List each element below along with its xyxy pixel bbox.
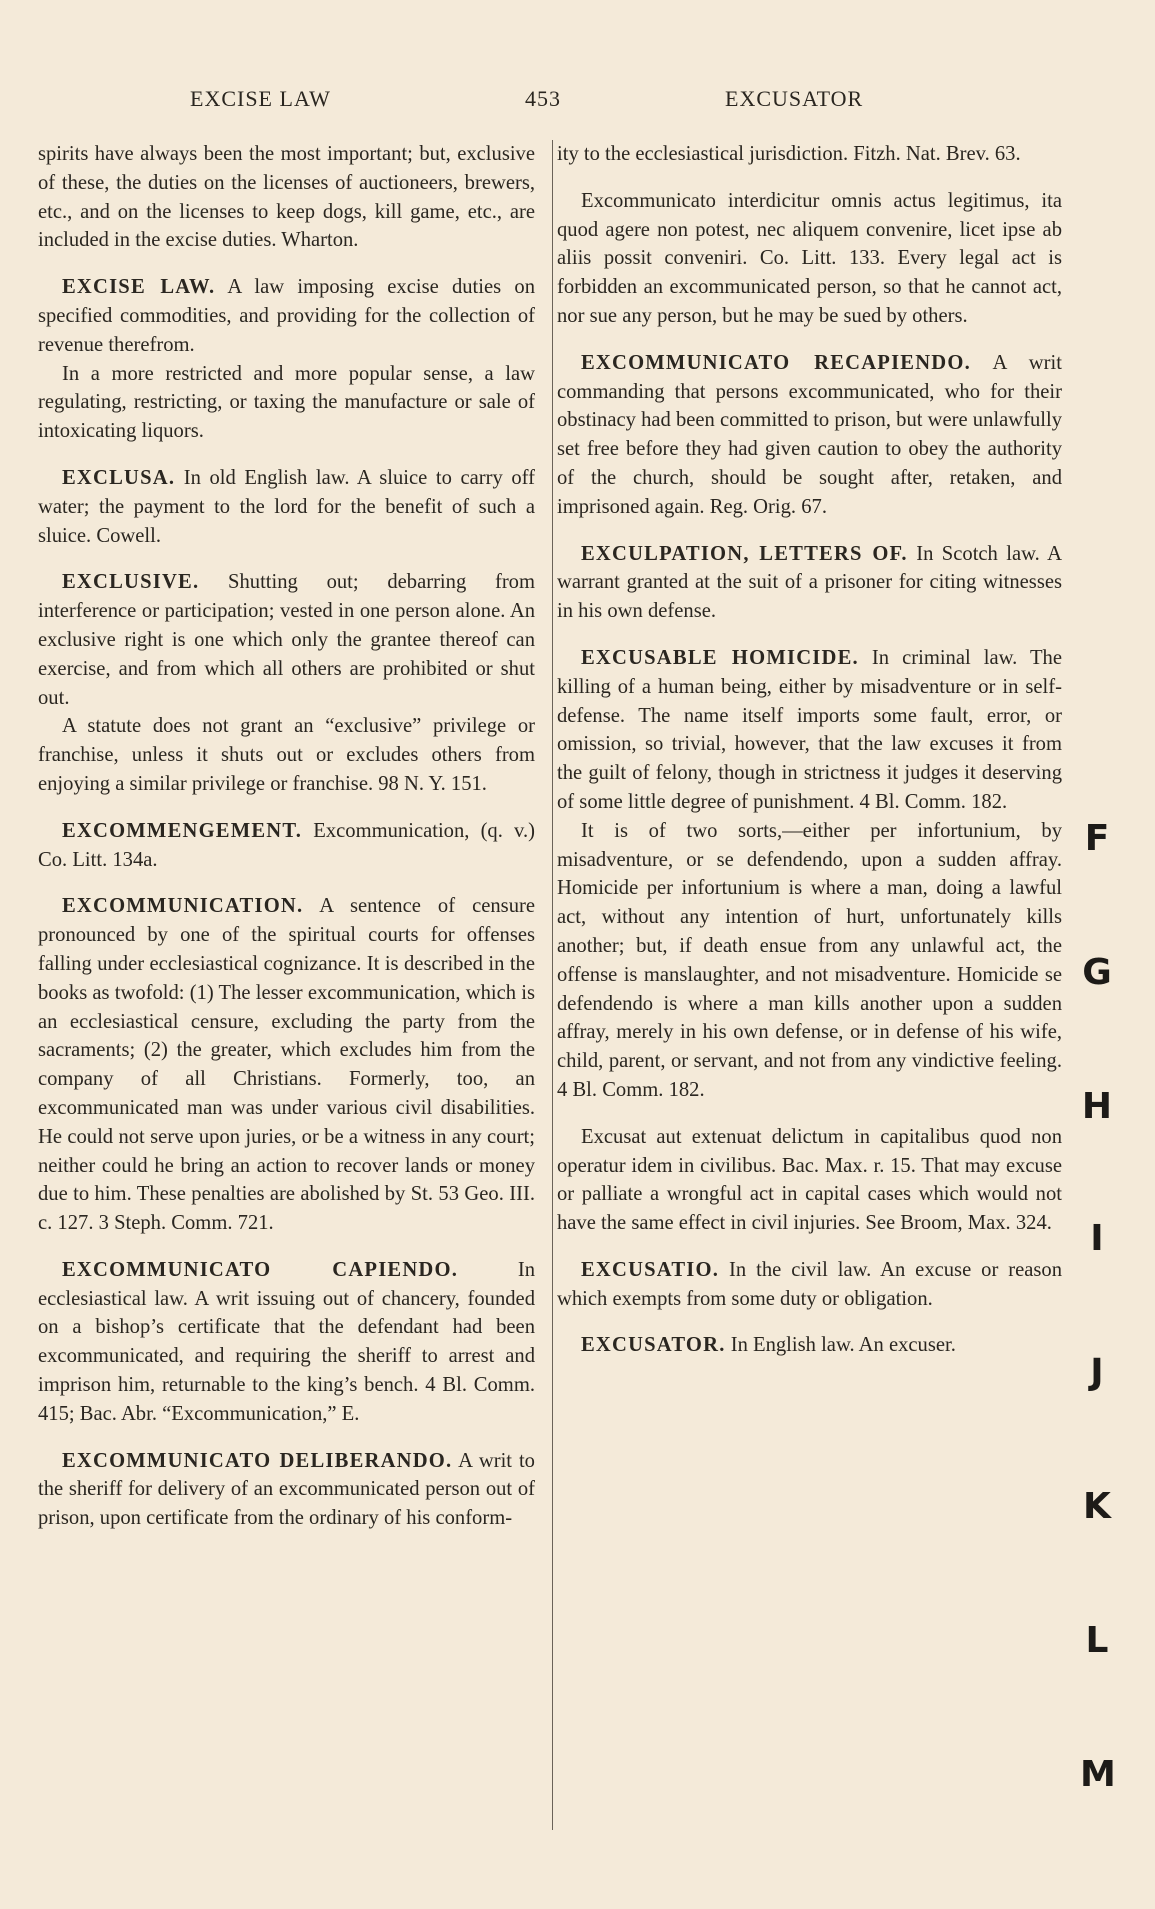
right-column: [557, 140, 1062, 1378]
thumb-index-l[interactable]: L: [1085, 1620, 1109, 1661]
headword: EXCULPATION, LETTERS OF.: [581, 542, 908, 565]
entry-text: Excommunicato interdicitur omnis actus legitimus, ita quod agere non potest, nec aliquem convenire, licet ipse ab aliis possit conveniri. Co. Litt. 133. Every legal act is forbidden an excommunicated person, so that he cannot act, nor sue any person, but he may be sued by others.: [557, 189, 1062, 327]
thumb-index-f[interactable]: F: [1084, 818, 1110, 859]
headword: EXCUSABLE HOMICIDE.: [581, 646, 859, 669]
entry-text: A writ to the sheriff for delivery of an excommunicated person out of prison, upon certificate from the ordinary of his conform-: [38, 1449, 535, 1530]
headword: EXCOMMUNICATO RECAPIENDO.: [581, 351, 971, 374]
running-head-left: EXCISE LAW: [190, 86, 331, 111]
column-divider: [552, 140, 553, 1830]
headword: EXCOMMENGEMENT.: [62, 819, 303, 842]
entry-excusator: [557, 1331, 1062, 1360]
thumb-index-i[interactable]: I: [1090, 1218, 1104, 1259]
headword: EXCOMMUNICATION.: [62, 895, 304, 918]
entry-text: Excusat aut extenuat delictum in capitalibus quod non operatur idem in civilibus. Bac. Max. r. 15. That may excuse or palliate a wrongful act in capital cases which would not have the same effect in civil injuries. See Broom, Max. 324.: [557, 1125, 1062, 1235]
entry-text: ity to the ecclesiastical jurisdiction. Fitzh. Nat. Brev. 63.: [557, 143, 1021, 165]
entry-text: A sentence of censure pronounced by one of the spiritual courts for offenses falling under ecclesiastical cognizance. It is described in the books as twofold: (1) The lesser excommunication, which is an ecclesiastical censure, excluding the party from the sacraments; (2) the greater, which excludes him from the company of all Christians. Formerly, too, an excommunicated man was under various civil disabilities. He could not serve upon juries, or be a witness in any court; neither could he bring an action to recover lands or money due to him. These penalties are abolished by St. 53 Geo. III. c. 127. 3 Steph. Comm. 721.: [38, 895, 535, 1235]
entry-text: Shutting out; debarring from interference or participation; vested in one person alone. An exclusive right is one which only the grantee thereof can exercise, and from which all others are prohibited or shut out.: [38, 571, 535, 709]
running-head-right: EXCUSATOR: [725, 86, 864, 111]
thumb-index-h[interactable]: H: [1081, 1086, 1113, 1127]
entry-subparagraph: It is of two sorts,—either per infortunium, by misadventure, or se defendendo, upon a sudden affray. Homicide per infortunium is where a man, doing a lawful act, without any intention of hurt, unfortunately kills another; but, if death ensue from any unlawful act, the offense is manslaughter, and not misadventure. Homicide se defendendo is where a man kills another upon a sudden affray, merely in his own defense, or in defense of his wife, child, parent, or servant, and not from any vindictive feeling. 4 Bl. Comm. 182.: [557, 819, 1062, 1101]
thumb-index-g[interactable]: G: [1082, 952, 1112, 993]
entry-maxim-excusat: [557, 1123, 1062, 1238]
entry-excommunication: [38, 892, 535, 1238]
headword: EXCLUSA.: [62, 466, 176, 489]
entry-text: In English law. An excuser.: [725, 1334, 956, 1357]
entry-excise-law: [38, 273, 535, 446]
entry-text: A writ commanding that persons excommunicated, who for their obstinacy had been committed to prison, but were unlawfully set free before they had given caution to obey the authority of the church, should be sought after, retaken, and imprisoned again. Reg. Orig. 67.: [557, 351, 1062, 518]
headword: EXCISE LAW.: [62, 276, 216, 299]
entry-exculpation: [557, 540, 1062, 626]
entry-excommunicato-deliberando: [38, 1447, 535, 1533]
entry-subparagraph: In a more restricted and more popular sense, a law regulating, restricting, or taxing the manufacture or sale of intoxicating liquors.: [38, 362, 535, 443]
entry-excusatio: [557, 1256, 1062, 1314]
thumb-index-m[interactable]: M: [1080, 1754, 1116, 1795]
entry-text: A law imposing excise duties on specified commodities, and providing for the collection of revenue therefrom.: [38, 276, 535, 356]
thumb-index-k[interactable]: K: [1083, 1486, 1111, 1527]
entry-continuation: [38, 140, 535, 255]
entry-text: In Scotch law. A warrant granted at the suit of a prisoner for citing witnesses in his own defense.: [557, 542, 1062, 623]
entry-text: Excommunication, (q. v.) Co. Litt. 134a.: [38, 819, 535, 871]
headword: EXCLUSIVE.: [62, 571, 200, 594]
entry-text: spirits have always been the most important; but, exclusive of these, the duties on the licenses of auctioneers, brewers, etc., and on the licenses to keep dogs, kill game, etc., are included in the excise duties. Wharton.: [38, 143, 535, 252]
headword: EXCOMMUNICATO CAPIENDO.: [62, 1258, 459, 1281]
headword: EXCUSATOR.: [581, 1334, 726, 1357]
entry-exclusive: [38, 568, 535, 798]
entry-excommengement: [38, 817, 535, 875]
entry-exclusa: [38, 464, 535, 550]
left-column: [38, 140, 535, 1551]
entry-text: In the civil law. An excuse or reason which exempts from some duty or obligation.: [557, 1258, 1062, 1310]
page-number: 453: [525, 86, 561, 111]
headword: EXCUSATIO.: [581, 1258, 720, 1281]
entry-text: In criminal law. The killing of a human being, either by misadventure or in self-defense. The name itself imports some fault, error, or omission, so trivial, however, that the law excuses it from the guilt of felony, though in strictness it judges it deserving of some little degree of punishment. 4 Bl. Comm. 182.: [557, 646, 1062, 813]
entry-continuation: [557, 140, 1062, 169]
entry-text: In ecclesiastical law. A writ issuing out of chancery, founded on a bishop’s certificate that the defendant had been excommunicated, and requiring the sheriff to arrest and imprison him, returnable to the king’s bench. 4 Bl. Comm. 415; Bac. Abr. “Excommunication,” E.: [38, 1258, 535, 1425]
entry-excusable-homicide: [557, 644, 1062, 1105]
entry-excommunicato-recapiendo: [557, 349, 1062, 522]
thumb-index-j[interactable]: J: [1090, 1352, 1104, 1393]
entry-subparagraph: A statute does not grant an “exclusive” privilege or franchise, unless it shuts out or excludes others from enjoying a similar privilege or franchise. 98 N. Y. 151.: [38, 715, 535, 795]
entry-excommunicato-capiendo: [38, 1256, 535, 1429]
headword: EXCOMMUNICATO DELIBERANDO.: [62, 1449, 453, 1472]
entry-maxim-excommunicato: [557, 187, 1062, 331]
entry-text: In old English law. A sluice to carry off water; the payment to the lord for the benefit of such a sluice. Cowell.: [38, 466, 535, 547]
